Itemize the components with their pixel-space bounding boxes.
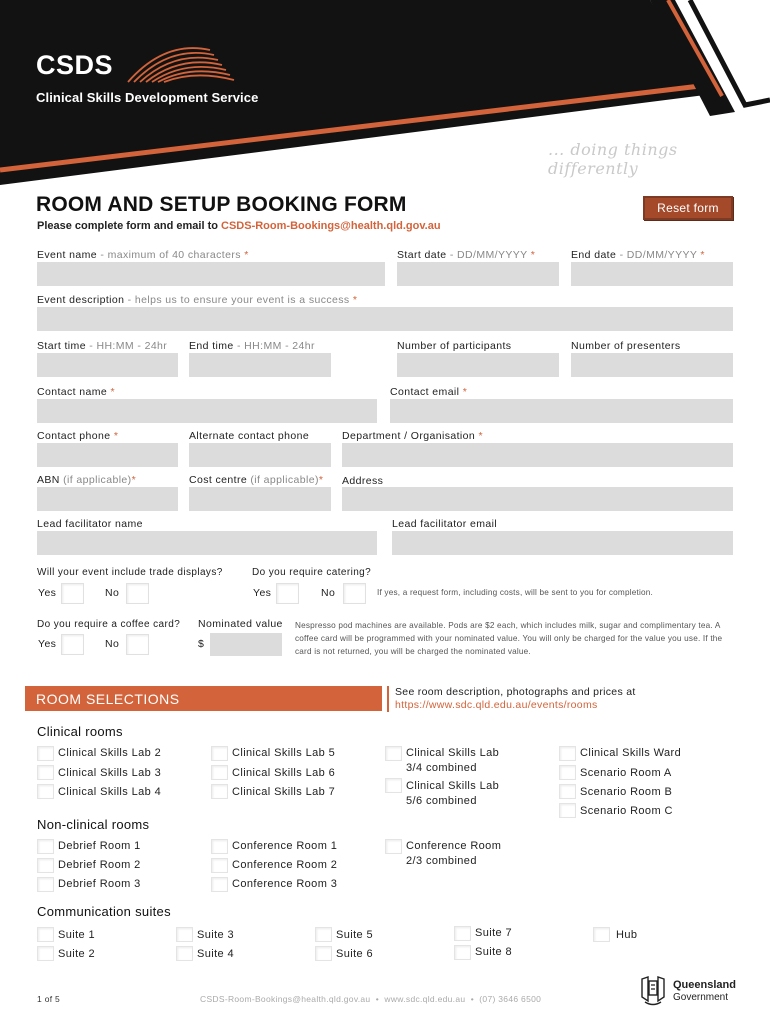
room-label: Clinical Skills Lab 6 xyxy=(232,767,336,779)
logo: CSDS xyxy=(36,50,114,80)
start-date-input[interactable] xyxy=(397,262,559,286)
lead-name-label: Lead facilitator name xyxy=(37,518,143,530)
end-time-label: End time - HH:MM - 24hr xyxy=(189,340,315,352)
suite5-checkbox[interactable] xyxy=(315,927,332,942)
suite6-checkbox[interactable] xyxy=(315,946,332,961)
csl34-checkbox[interactable] xyxy=(385,746,402,761)
coffee-no-checkbox[interactable] xyxy=(126,634,149,655)
room-label: Conference Room 1 xyxy=(232,840,338,852)
contact-phone-input[interactable] xyxy=(37,443,178,467)
form-intro: Please complete form and email to CSDS-Room-Bookings@health.qld.gov.au xyxy=(37,220,441,232)
catering-no-checkbox[interactable] xyxy=(343,583,366,604)
catering-no-label: No xyxy=(321,587,336,599)
room-label: Suite 8 xyxy=(475,946,513,958)
page-number: 1 of 5 xyxy=(37,994,61,1004)
suite1-checkbox[interactable] xyxy=(37,927,54,942)
contact-email-label: Contact email * xyxy=(390,386,468,398)
tagline: ... doing things differently xyxy=(548,140,678,178)
room-label: Suite 6 xyxy=(336,948,374,960)
trade-no-label: No xyxy=(105,587,120,599)
form-title: ROOM AND SETUP BOOKING FORM xyxy=(36,193,407,216)
event-description-label: Event description - helps us to ensure your event is a success * xyxy=(37,294,358,306)
nonclinical-rooms-title: Non-clinical rooms xyxy=(37,817,150,832)
address-label: Address xyxy=(342,475,384,487)
booking-email-link[interactable]: CSDS-Room-Bookings@health.qld.gov.au xyxy=(221,220,441,232)
gov-logo-line2: Government xyxy=(673,992,729,1003)
section-divider xyxy=(387,686,389,712)
trade-no-checkbox[interactable] xyxy=(126,583,149,604)
event-name-label: Event name - maximum of 40 characters * xyxy=(37,249,249,261)
suite4-checkbox[interactable] xyxy=(176,946,193,961)
catering-yes-label: Yes xyxy=(253,587,272,599)
end-date-label: End date - DD/MM/YYYY * xyxy=(571,249,705,261)
nominated-value-label: Nominated value xyxy=(198,618,283,630)
cost-centre-input[interactable] xyxy=(189,487,331,511)
scenario-c-checkbox[interactable] xyxy=(559,803,576,818)
logo-subtitle: Clinical Skills Development Service xyxy=(36,90,259,105)
room-label: Clinical Skills Lab 7 xyxy=(232,786,336,798)
alt-phone-input[interactable] xyxy=(189,443,331,467)
trade-yes-label: Yes xyxy=(38,587,57,599)
room-label: Suite 2 xyxy=(58,948,96,960)
suite3-checkbox[interactable] xyxy=(176,927,193,942)
conf2-checkbox[interactable] xyxy=(211,858,228,873)
conf3-checkbox[interactable] xyxy=(211,877,228,892)
coffee-yes-checkbox[interactable] xyxy=(61,634,84,655)
lead-email-label: Lead facilitator email xyxy=(392,518,498,530)
room-label: Debrief Room 3 xyxy=(58,878,141,890)
end-date-input[interactable] xyxy=(571,262,733,286)
communication-suites-title: Communication suites xyxy=(37,904,171,919)
contact-phone-label: Contact phone * xyxy=(37,430,119,442)
coffee-no-label: No xyxy=(105,638,120,650)
room-label: Debrief Room 1 xyxy=(58,840,141,852)
coffee-note: Nespresso pod machines are available. Pods are $2 each, which includes milk, sugar and complimentary tea. A coffee card will be programmed with your nominated value. You will only be charged for the value you use. If the card is not returned, you will be charged the nominated value. xyxy=(295,621,723,656)
debrief2-checkbox[interactable] xyxy=(37,858,54,873)
event-name-input[interactable] xyxy=(37,262,385,286)
clinical-rooms-title: Clinical rooms xyxy=(37,724,123,739)
room-label: Clinical Skills Lab 4 xyxy=(58,786,162,798)
start-time-label: Start time - HH:MM - 24hr xyxy=(37,340,168,352)
room-label: Scenario Room A xyxy=(580,767,672,779)
room-selections-header: ROOM SELECTIONS xyxy=(25,686,382,711)
coffee-question: Do you require a coffee card? xyxy=(37,619,181,630)
start-date-label: Start date - DD/MM/YYYY * xyxy=(397,249,536,261)
suite7-checkbox[interactable] xyxy=(454,926,471,941)
scenario-b-checkbox[interactable] xyxy=(559,784,576,799)
csl2-checkbox[interactable] xyxy=(37,746,54,761)
gov-logo-line1: Queensland xyxy=(673,979,736,991)
scenario-a-checkbox[interactable] xyxy=(559,765,576,780)
room-label: Clinical Skills Lab 3 xyxy=(58,767,162,779)
room-label: Clinical Skills Lab xyxy=(406,747,500,759)
start-time-input[interactable] xyxy=(37,353,178,377)
presenters-label: Number of presenters xyxy=(571,340,681,352)
csw-checkbox[interactable] xyxy=(559,746,576,761)
conf1-checkbox[interactable] xyxy=(211,839,228,854)
room-label: Suite 5 xyxy=(336,929,374,941)
nominated-value-input[interactable] xyxy=(210,633,282,656)
room-label: Conference Room 2 xyxy=(232,859,338,871)
reset-form-button[interactable]: Reset form xyxy=(643,196,733,220)
debrief3-checkbox[interactable] xyxy=(37,877,54,892)
conf23-checkbox[interactable] xyxy=(385,839,402,854)
hub-checkbox[interactable] xyxy=(593,927,610,942)
room-label: Suite 4 xyxy=(197,948,235,960)
csl6-checkbox[interactable] xyxy=(211,765,228,780)
room-label: Scenario Room B xyxy=(580,786,673,798)
contact-email-input[interactable] xyxy=(390,399,733,423)
currency-symbol: $ xyxy=(198,638,205,650)
room-label: Scenario Room C xyxy=(580,805,673,817)
room-label: Clinical Skills Lab xyxy=(406,780,500,792)
csl5-checkbox[interactable] xyxy=(211,746,228,761)
csl7-checkbox[interactable] xyxy=(211,784,228,799)
csl3-checkbox[interactable] xyxy=(37,765,54,780)
rooms-url-link[interactable]: https://www.sdc.qld.edu.au/events/rooms xyxy=(395,699,598,711)
room-label: Clinical Skills Lab 5 xyxy=(232,747,336,759)
department-label: Department / Organisation * xyxy=(342,430,483,442)
catering-question: Do you require catering? xyxy=(252,567,372,578)
abn-label: ABN (if applicable)* xyxy=(37,474,137,486)
lead-name-input[interactable] xyxy=(37,531,377,555)
room-info: See room description, photographs and prices at https://www.sdc.qld.edu.au/events/rooms xyxy=(395,686,636,711)
alt-phone-label: Alternate contact phone xyxy=(189,430,310,442)
abn-input[interactable] xyxy=(37,487,178,511)
csl4-checkbox[interactable] xyxy=(37,784,54,799)
room-label: Conference Room xyxy=(406,840,502,852)
footer-contact: CSDS-Room-Bookings@health.qld.gov.au • www.sdc.qld.edu.au • (07) 3646 6500 xyxy=(200,994,542,1004)
room-label: Conference Room 3 xyxy=(232,878,338,890)
catering-yes-checkbox[interactable] xyxy=(276,583,299,604)
room-label: Debrief Room 2 xyxy=(58,859,141,871)
room-label: Clinical Skills Lab 2 xyxy=(58,747,162,759)
suite2-checkbox[interactable] xyxy=(37,946,54,961)
contact-name-input[interactable] xyxy=(37,399,377,423)
room-label: Hub xyxy=(616,929,638,941)
cost-centre-label: Cost centre (if applicable)* xyxy=(189,474,324,486)
lead-email-input[interactable] xyxy=(392,531,733,555)
address-input[interactable] xyxy=(342,487,733,511)
room-label: Clinical Skills Ward xyxy=(580,747,682,759)
room-label: 3/4 combined xyxy=(406,762,477,774)
participants-input[interactable] xyxy=(397,353,559,377)
end-time-input[interactable] xyxy=(189,353,331,377)
room-label: 2/3 combined xyxy=(406,855,477,867)
trade-yes-checkbox[interactable] xyxy=(61,583,84,604)
presenters-input[interactable] xyxy=(571,353,733,377)
room-label: Suite 7 xyxy=(475,927,513,939)
csl56-checkbox[interactable] xyxy=(385,778,402,793)
trade-question: Will your event include trade displays? xyxy=(37,567,223,578)
department-input[interactable] xyxy=(342,443,733,467)
event-description-input[interactable] xyxy=(37,307,733,331)
room-label: Suite 3 xyxy=(197,929,235,941)
catering-note: If yes, a request form, including costs, will be sent to you for completion. xyxy=(377,588,653,597)
queensland-crest-icon xyxy=(636,975,670,1007)
debrief1-checkbox[interactable] xyxy=(37,839,54,854)
room-label: Suite 1 xyxy=(58,929,96,941)
contact-name-label: Contact name * xyxy=(37,386,115,398)
suite8-checkbox[interactable] xyxy=(454,945,471,960)
participants-label: Number of participants xyxy=(397,340,512,352)
room-label: 5/6 combined xyxy=(406,795,477,807)
coffee-yes-label: Yes xyxy=(38,638,57,650)
